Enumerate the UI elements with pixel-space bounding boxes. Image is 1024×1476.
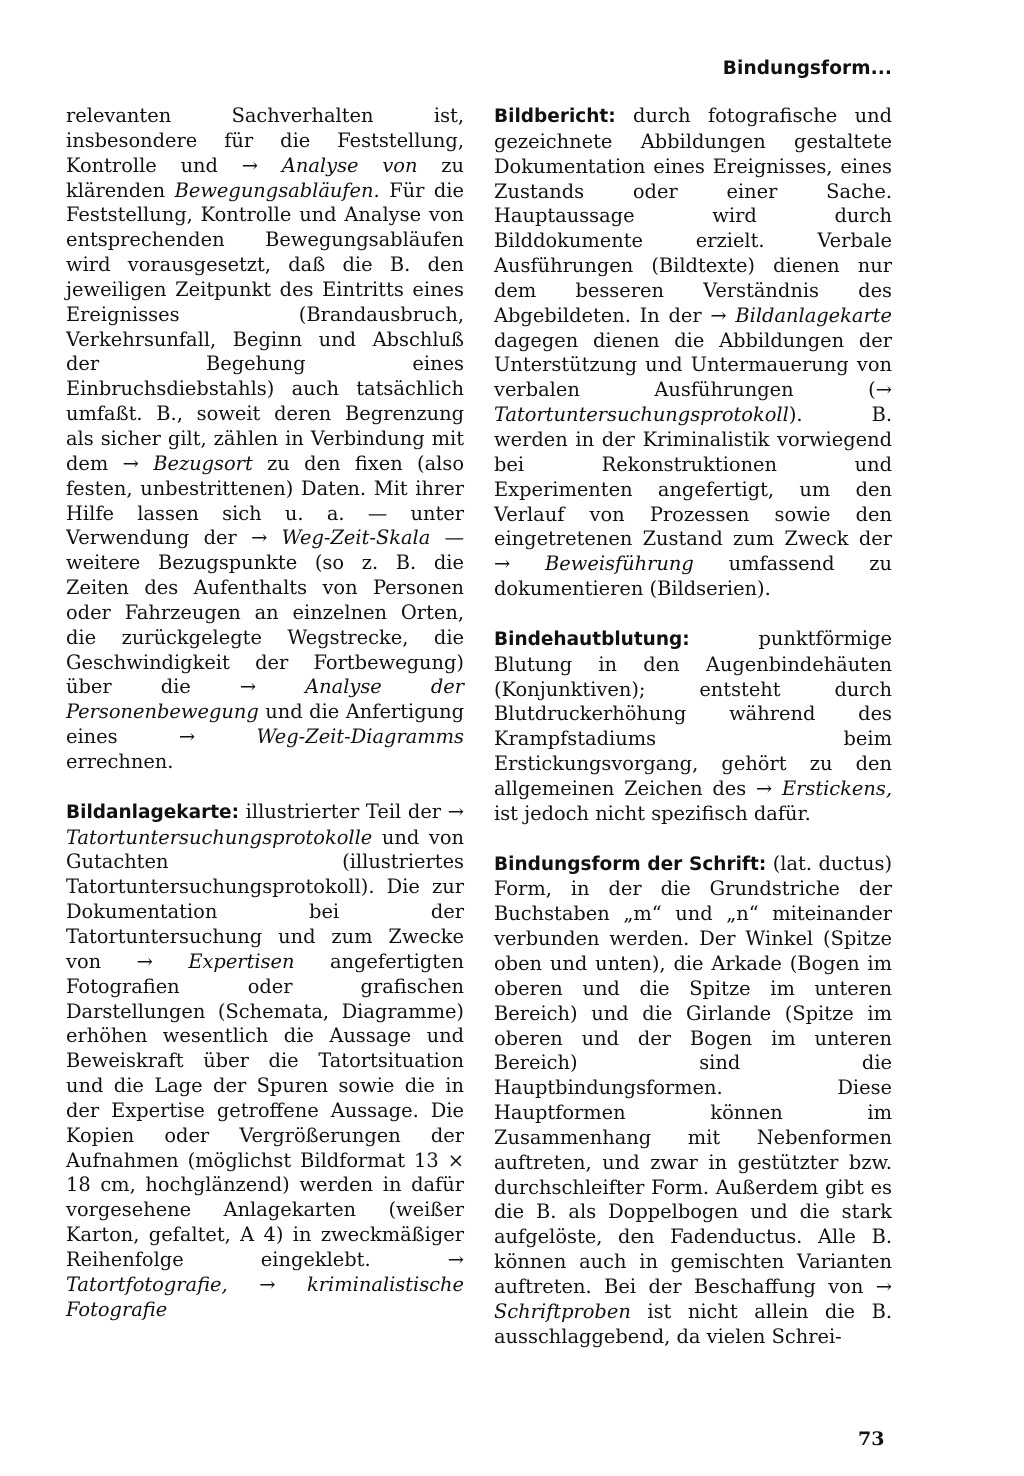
entry-text: ist jedoch nicht spezifisch dafür.: [494, 801, 811, 825]
entry-headword: Bildanlagekarte:: [66, 801, 239, 823]
page-number: 73: [858, 1428, 885, 1450]
entry-bildanlagekarte: [66, 800, 464, 1323]
entry-text: errechnen.: [66, 749, 174, 773]
cross-reference: Erstickens,: [781, 776, 892, 800]
cross-reference: Weg-Zeit-Skala: [281, 526, 431, 550]
entry-text: relevanten Sachverhalten ist, insbesondere für die Feststellung, Kontrolle und →: [66, 104, 464, 177]
entry-continuation: [66, 104, 464, 775]
cross-reference: Bildanlagekarte: [735, 303, 892, 327]
entry-text: illustrierter Teil der →: [239, 799, 464, 823]
entry-text: und von Gutachten (illustriertes Tatortuntersuchungsprotokoll). Die zur Dokumentation bei der Tatortuntersuchung und zum Zwecke von →: [66, 825, 464, 973]
cross-reference: Weg-Zeit-Diagramms: [256, 725, 464, 749]
entry-text: punktförmige Blutung in den Augenbindehäuten (Konjunktiven); entsteht durch Blutdruckerhöhung während des Krampfstadiums beim Erstickungsvorgang, gehört zu den allgemeinen Zeichen des →: [494, 626, 892, 800]
cross-reference: Bezugsort: [153, 451, 253, 475]
cross-reference: Tatortuntersuchungsprotokoll: [494, 403, 789, 427]
entry-text: dagegen dienen die Abbildungen der Unterstützung und Untermauerung von verbalen Ausführungen (→: [494, 328, 892, 402]
entry-text: angefertigten Fotografien oder grafischen Darstellungen (Schemata, Diagramme) erhöhen wesentlich die Aussage und Beweiskraft über die Tatortsituation und die Lage der Spuren sowie die in der Expertise getroffene Aussage. Die Kopien oder Vergrößerungen der Aufnahmen (möglichst Bildformat 13 × 18 cm, hochglänzend) werden in dafür vorgesehene Anlagekarten (weißer Karton, gefaltet, A 4) in zweckmäßiger Reihenfolge eingeklebt. →: [66, 949, 464, 1271]
entry-headword: Bindungsform der Schrift:: [494, 853, 767, 875]
cross-reference: Analyse von: [281, 153, 418, 177]
entry-text: umfassend zu dokumentieren (Bildserien).: [494, 552, 892, 601]
entry-headword: Bindehautblutung:: [494, 628, 690, 650]
entry-bildbericht: [494, 104, 892, 602]
entry-text: zu klärenden: [66, 153, 465, 202]
entry-text: ). B. werden in der Kriminalistik vorwiegend bei Rekonstruktionen und Experimenten angefertigt, um den Verlauf von Prozessen sowie den eingetretenen Zustand zum Zweck der →: [494, 403, 892, 576]
cross-reference: Tatortuntersuchungsprotokolle: [66, 825, 373, 849]
entry-text: ist nicht allein die B. ausschlaggebend, da vielen Schrei-: [494, 1299, 892, 1348]
cross-reference: Tatortfotografie,: [66, 1272, 228, 1296]
entry-text: →: [227, 1272, 308, 1296]
cross-reference: kriminalistische Fotografie: [66, 1272, 464, 1321]
entry-bindehautblutung: [494, 627, 892, 827]
running-head: Bindungsform...: [722, 58, 892, 79]
left-column: [66, 104, 464, 1348]
cross-reference: Expertisen: [188, 949, 295, 973]
cross-reference: Schriftproben: [494, 1299, 631, 1323]
right-column: [494, 104, 892, 1375]
entry-bindungsform: [494, 852, 892, 1350]
cross-reference: Analyse der Personenbewegung: [66, 675, 464, 724]
entry-text: — weitere Bezugspunkte (so z. B. die Zeiten des Aufenthalts von Personen oder Fahrzeugen an einzelnen Orten, die zurückgelegte Wegstrecke, die Geschwindigkeit der Fortbewegung) über die →: [66, 526, 464, 699]
cross-reference: Beweisführung: [545, 552, 694, 576]
cross-reference: Bewegungsabläufen.: [174, 178, 380, 202]
entry-text: durch fotografische und gezeichnete Abbildungen gestaltete Dokumentation eines Ereignisses, eines Zustands oder einer Sache. Hauptaussage wird durch Bilddokumente erzielt. Verbale Ausführungen (Bildtexte) dienen nur dem besseren Verständnis des Abgebildeten. In der →: [494, 104, 892, 327]
entry-text: (lat. ductus) Form, in der die Grundstriche der Buchstaben „m“ und „n“ miteinander verbunden werden. Der Winkel (Spitze oben und unten), die Arkade (Bogen im oberen und die Spitze im unteren Bereich) und die Girlande (Spitze im oberen und der Bogen im unteren Bereich) sind die Hauptbindungsformen. Diese Hauptformen können im Zusammenhang mit Nebenformen auftreten, und zwar in gestützter bzw. durchschleifter Form. Außerdem gibt es die B. als Doppelbogen und die stark aufgelöste, den Fadenductus. Alle B. können auch in gemischten Varianten auftreten. Bei der Beschaffung von →: [494, 851, 893, 1298]
entry-headword: Bildbericht:: [494, 106, 616, 127]
entry-text: Für die Feststellung, Kontrolle und Analyse von entsprechenden Bewegungsabläufen wird vorausgesetzt, daß die B. den jeweiligen Zeitpunkt des Eintritts eines Ereignisses (Brandausbruch, Verkehrsunfall, Beginn und Abschluß der Begehung eines Einbruchsdiebstahls) auch tatsächlich umfaßt. B., soweit deren Begrenzung als sicher gilt, zählen in Verbindung mit dem →: [66, 178, 464, 475]
entry-text: zu den fixen (also festen, unbestrittenen) Daten. Mit ihrer Hilfe lassen sich u. a. — unter Verwendung der →: [66, 451, 464, 550]
entry-text: und die Anfertigung eines →: [66, 700, 464, 749]
